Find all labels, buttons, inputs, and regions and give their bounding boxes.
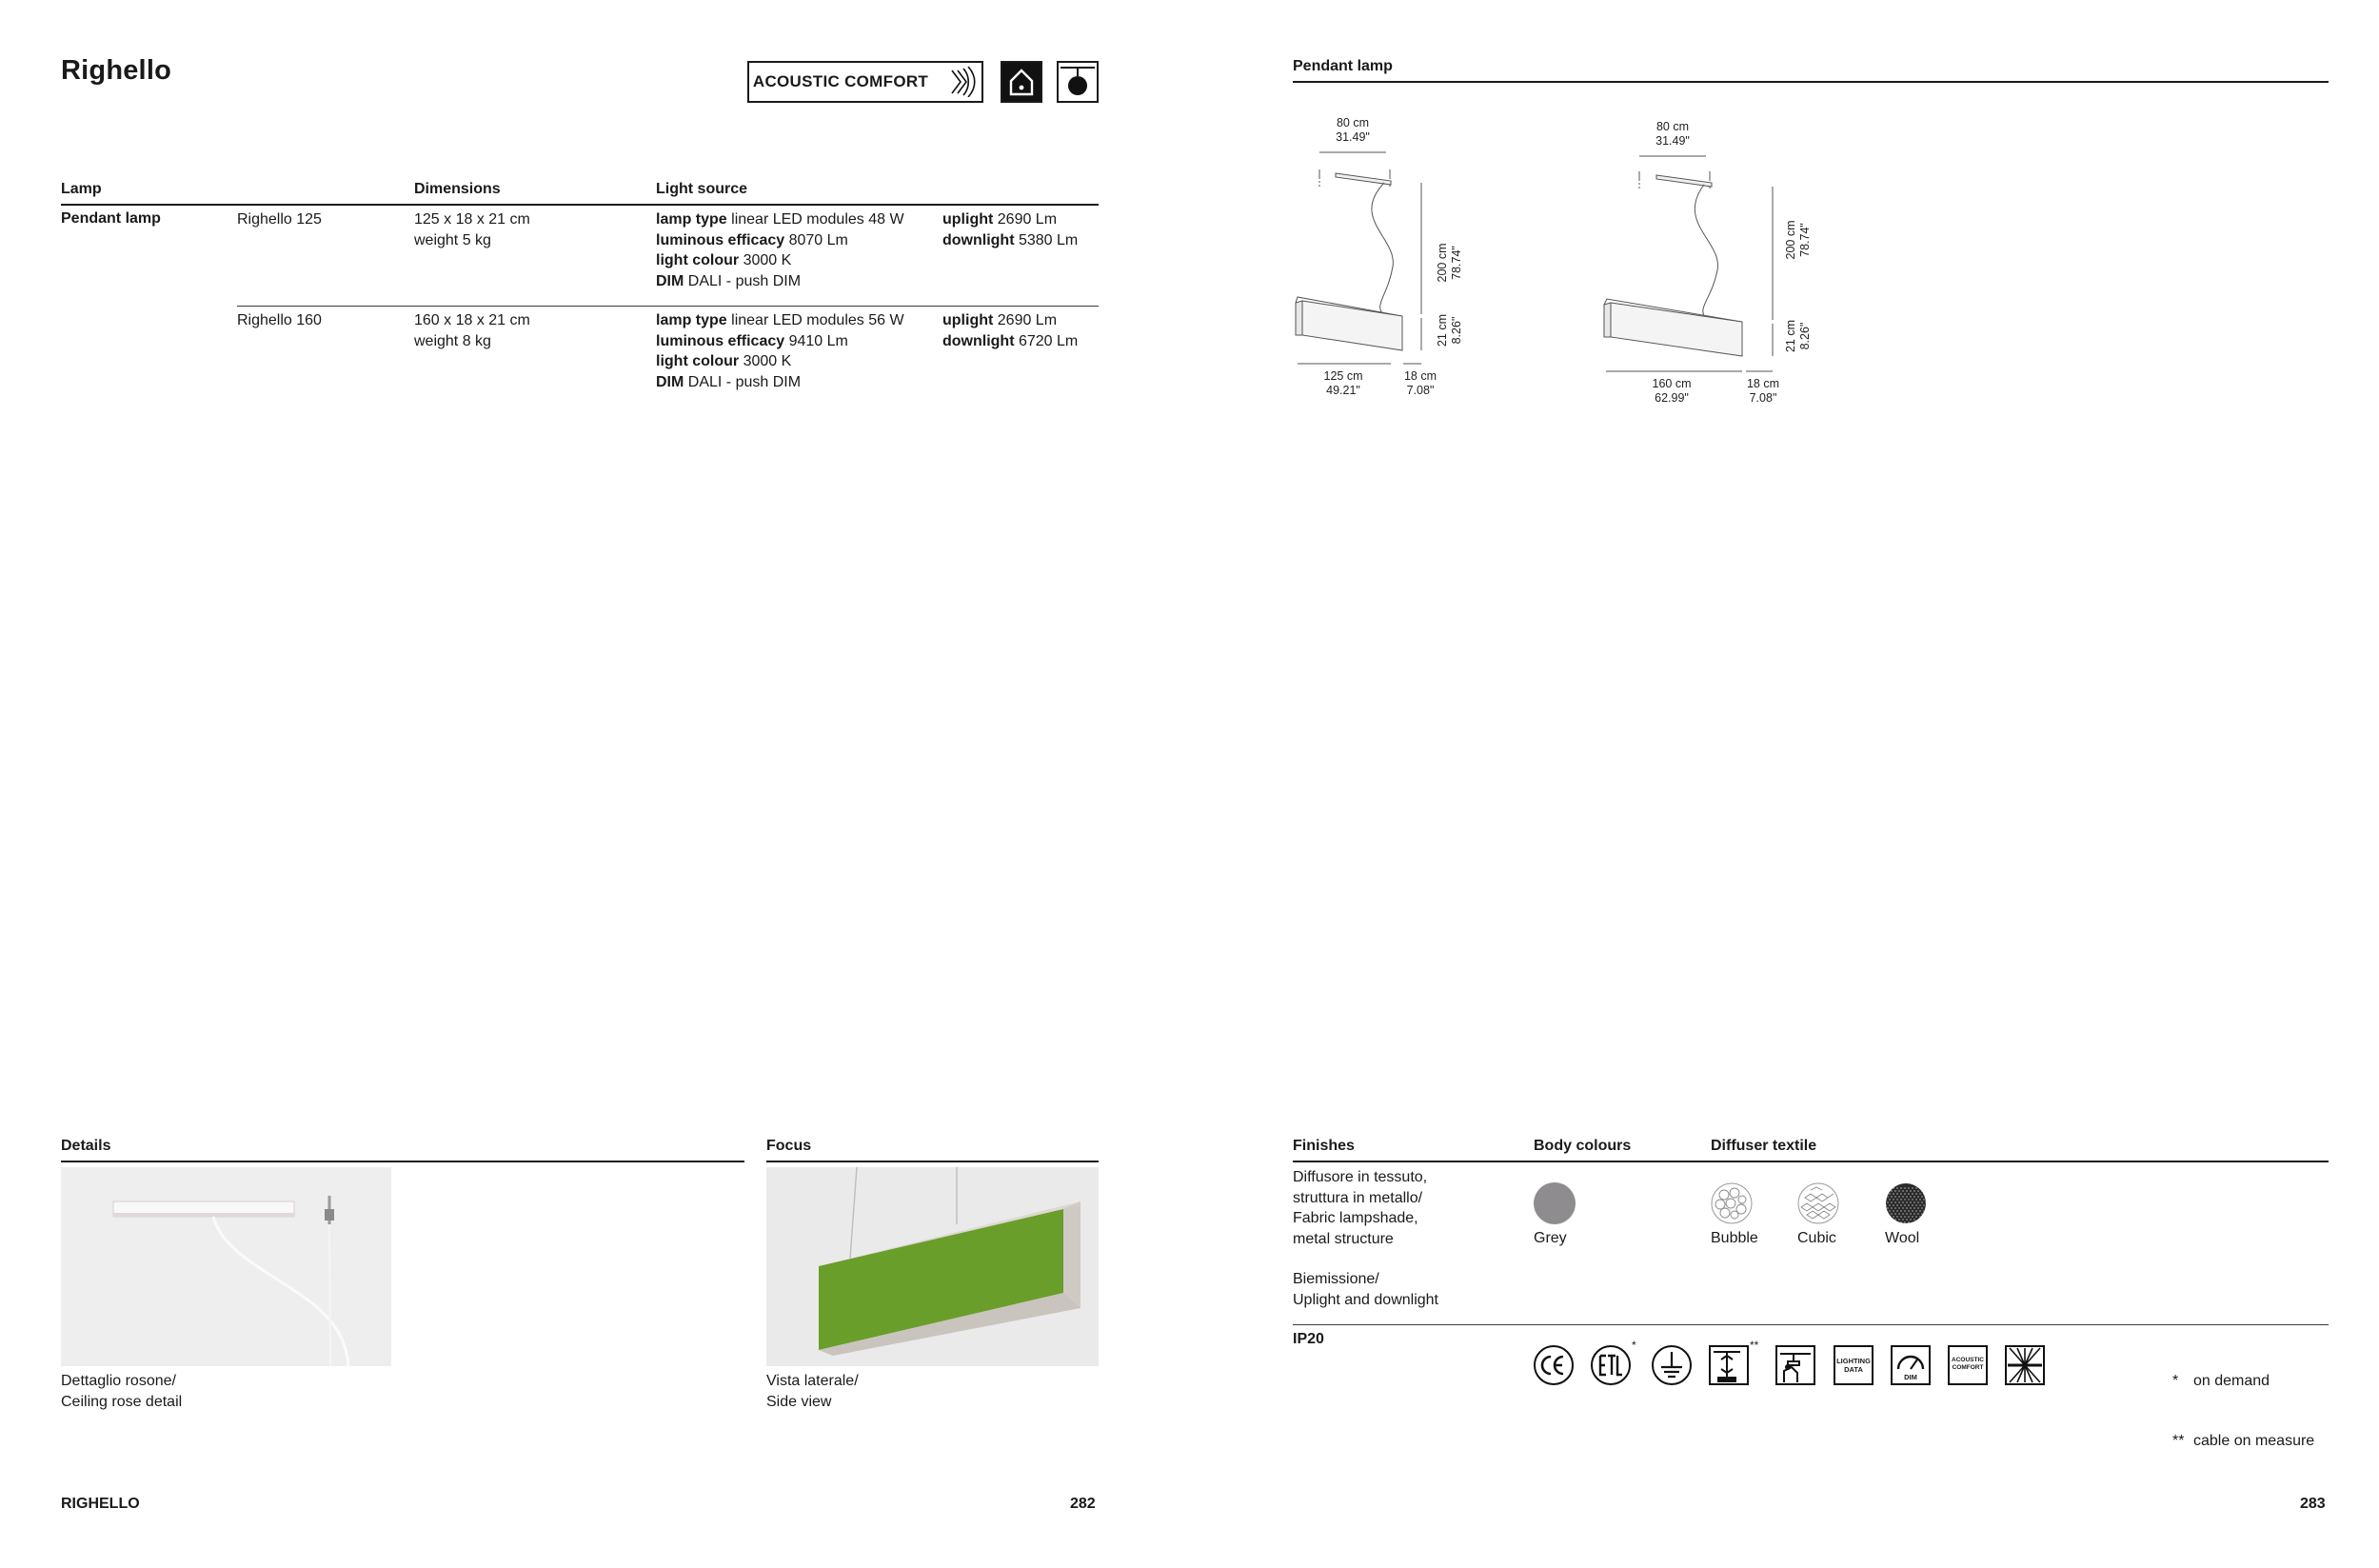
- row-divider: [237, 306, 1099, 307]
- cubic-label: Cubic: [1797, 1230, 1836, 1246]
- spec-value: linear LED modules 48 W: [731, 211, 904, 228]
- dim-icon: DIM: [1890, 1344, 1932, 1386]
- focus-rule: [766, 1161, 1099, 1162]
- spec-label: luminous efficacy: [656, 231, 785, 248]
- category-label: Pendant lamp: [61, 210, 161, 227]
- dim-length: 160 cm 62.99": [1652, 377, 1692, 405]
- spec-label: lamp type: [656, 211, 727, 228]
- technical-drawing-160: [1599, 118, 1828, 415]
- spec-label: DIM: [656, 373, 684, 390]
- weight-value: weight 8 kg: [414, 332, 491, 349]
- pendant-badge: [1057, 61, 1099, 103]
- spec-label: uplight: [942, 211, 994, 228]
- page-number-left: 282: [1070, 1496, 1096, 1512]
- emission-list: [942, 209, 1078, 250]
- pendant-light-icon: [1059, 63, 1097, 101]
- focus-caption: [766, 1371, 859, 1412]
- dimensions-value: 125 x 18 x 21 cm: [414, 211, 530, 228]
- cable-mark: **: [1750, 1339, 1759, 1352]
- dim-top: 80 cm 31.49": [1336, 116, 1370, 144]
- lighting-data-icon: LIGHTING DATA: [1833, 1344, 1874, 1386]
- col-header-dimensions: Dimensions: [414, 181, 501, 197]
- spec-value: 3000 K: [743, 353, 792, 369]
- finishes-rule: [1293, 1161, 2329, 1162]
- ip-rule: [1293, 1324, 2329, 1325]
- house-icon: [1008, 68, 1035, 96]
- etl-mark: *: [1632, 1339, 1636, 1352]
- spec-label: downlight: [942, 332, 1015, 349]
- spec-label: light colour: [656, 252, 740, 268]
- table-row: [414, 209, 530, 250]
- wool-label: Wool: [1885, 1230, 1920, 1246]
- model-name: Righello 125: [237, 211, 322, 228]
- dim-depth: 18 cm 7.08": [1403, 369, 1437, 397]
- dim-height: 200 cm 78.74": [1784, 220, 1812, 260]
- weight-value: weight 5 kg: [414, 231, 491, 248]
- dimensions-value: 160 x 18 x 21 cm: [414, 312, 530, 328]
- note-mark: *: [2172, 1373, 2179, 1389]
- page-number-right: 283: [2300, 1496, 2326, 1512]
- table-header-rule: [61, 204, 1099, 206]
- light-source-list: [656, 310, 904, 392]
- acoustic-waves-icon: [949, 67, 978, 97]
- technical-drawing-125: [1293, 114, 1502, 409]
- emission-list: [942, 310, 1078, 351]
- details-rule: [61, 1161, 744, 1162]
- light-emission-icon: [2004, 1344, 2046, 1386]
- cubic-swatch: [1797, 1182, 1839, 1229]
- spec-label: DIM: [656, 272, 684, 289]
- house-badge: [1001, 61, 1042, 103]
- spec-label: light colour: [656, 353, 740, 369]
- dim-top: 80 cm 31.49": [1655, 120, 1690, 148]
- material-description: Diffusore in tessuto, struttura in metallo/ Fabric lampshade, metal structure: [1293, 1169, 1428, 1247]
- spec-value: 6720 Lm: [1018, 332, 1079, 349]
- spec-value: 3000 K: [743, 252, 792, 268]
- finishes-header: Finishes: [1293, 1138, 1355, 1154]
- bubble-label: Bubble: [1711, 1230, 1758, 1246]
- emission-description: Biemissione/ Uplight and downlight: [1293, 1271, 1438, 1308]
- spec-value: 2690 Lm: [997, 312, 1058, 328]
- acoustic-comfort-badge: [747, 61, 983, 103]
- spec-value: 8070 Lm: [788, 231, 848, 248]
- dim-body: 21 cm 8.26": [1436, 313, 1463, 347]
- note-mark: **: [2172, 1433, 2185, 1449]
- focus-header: Focus: [766, 1138, 812, 1154]
- ip-rating: IP20: [1293, 1331, 1324, 1347]
- spec-value: 5380 Lm: [1018, 231, 1079, 248]
- spec-label: uplight: [942, 312, 994, 328]
- caption-en: Ceiling rose detail: [61, 1393, 183, 1410]
- acoustic-comfort-icon: ACOUSTIC COMFORT: [1947, 1344, 1989, 1386]
- acoustic-comfort-label: ACOUSTIC COMFORT: [752, 72, 929, 90]
- etl-listed-icon: [1590, 1344, 1632, 1386]
- section-rule: [1293, 81, 2329, 83]
- dim-length: 125 cm 49.21": [1323, 369, 1363, 397]
- spec-value: DALI - push DIM: [687, 272, 802, 289]
- note-text: on demand: [2193, 1373, 2270, 1389]
- model-name: Righello 160: [237, 312, 322, 328]
- spec-label: downlight: [942, 231, 1015, 248]
- details-header: Details: [61, 1138, 111, 1154]
- spec-value: 2690 Lm: [997, 211, 1058, 228]
- grey-label: Grey: [1534, 1230, 1567, 1246]
- caption-it: Vista laterale/: [766, 1373, 859, 1389]
- spec-label: lamp type: [656, 312, 727, 328]
- footer-name: RIGHELLO: [61, 1496, 140, 1512]
- note-text: cable on measure: [2193, 1433, 2315, 1449]
- ceiling-rose-photo: [61, 1167, 391, 1366]
- col-header-lamp: Lamp: [61, 181, 102, 197]
- side-view-photo: [766, 1167, 1099, 1366]
- spec-label: luminous efficacy: [656, 332, 785, 349]
- page-title: Righello: [61, 55, 171, 86]
- dim-depth: 18 cm 7.08": [1746, 377, 1780, 405]
- dim-body: 21 cm 8.26": [1784, 319, 1812, 353]
- spec-value: 9410 Lm: [788, 332, 848, 349]
- caption-en: Side view: [766, 1393, 832, 1410]
- diffuser-textile-header: Diffuser textile: [1711, 1138, 1817, 1154]
- grey-swatch: [1534, 1182, 1576, 1224]
- table-row: [414, 310, 530, 351]
- spec-value: linear LED modules 56 W: [731, 312, 904, 328]
- dim-height: 200 cm 78.74": [1436, 243, 1463, 283]
- footnotes: [2172, 1331, 2314, 1471]
- light-source-list: [656, 209, 904, 291]
- caption-it: Dettaglio rosone/: [61, 1373, 176, 1389]
- details-caption: [61, 1371, 182, 1412]
- adjustable-cable-icon: [1708, 1344, 1750, 1386]
- wool-swatch: [1885, 1182, 1927, 1229]
- body-colours-header: Body colours: [1534, 1138, 1632, 1154]
- ground-symbol-icon: [1651, 1344, 1693, 1386]
- col-header-light-source: Light source: [656, 181, 748, 197]
- installation-icon: [1774, 1344, 1816, 1386]
- section-title: Pendant lamp: [1293, 58, 1393, 74]
- ce-mark-icon: [1533, 1344, 1575, 1386]
- spec-value: DALI - push DIM: [687, 373, 802, 390]
- bubble-swatch: [1711, 1182, 1753, 1229]
